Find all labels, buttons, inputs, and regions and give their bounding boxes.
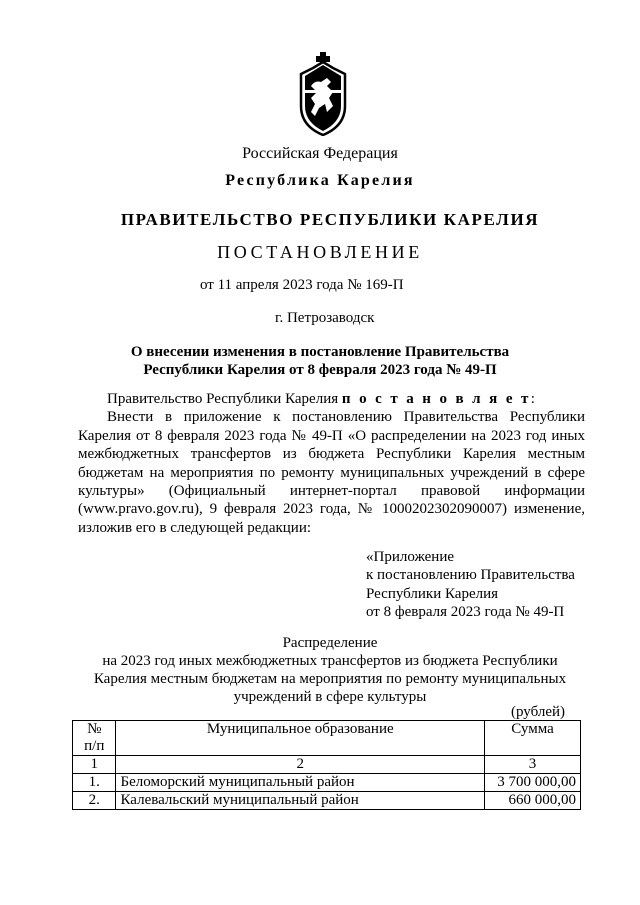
row-amount: 3 700 000,00: [485, 774, 581, 792]
distribution-line: Распределение: [282, 635, 378, 651]
body-line: изложив его в следующей редакции:: [78, 519, 312, 536]
decree-body: [78, 390, 585, 537]
appendix-line: от 8 февраля 2023 года № 49-П: [366, 604, 565, 621]
row-num: 1.: [73, 774, 116, 792]
subject-line: О внесении изменения в постановление Правительства: [130, 344, 510, 360]
header-num: [73, 721, 116, 756]
body-line: бюджетам на мероприятия по ремонту муниципальных учреждений в сфере: [78, 464, 585, 481]
index-cell: 3: [485, 756, 581, 774]
decree-subject: [60, 343, 580, 379]
appendix-line: Республики Карелия: [366, 585, 499, 602]
table-row: [73, 792, 581, 810]
header-amount: Сумма: [485, 721, 581, 756]
distribution-line: на 2023 год иных межбюджетных трансфертов из бюджета Республики: [102, 653, 558, 669]
row-municipality: Калевальский муниципальный район: [116, 792, 485, 810]
row-num: 2.: [73, 792, 116, 810]
city-name: г. Петрозаводск: [275, 310, 375, 326]
country-name: Российская Федерация: [242, 145, 398, 162]
subject-line: Республики Карелия от 8 февраля 2023 года № 49-П: [143, 362, 497, 378]
distribution-table: [72, 720, 581, 810]
table-index-row: [73, 756, 581, 774]
header-municipality: Муниципальное образование: [116, 721, 485, 756]
government-title: ПРАВИТЕЛЬСТВО РЕСПУБЛИКИ КАРЕЛИЯ: [120, 210, 540, 229]
row-amount: 660 000,00: [485, 792, 581, 810]
body-line: Внести в приложение к постановлению Правительства Республики: [107, 409, 585, 426]
decree-date-number: от 11 апреля 2023 года № 169-П: [200, 277, 404, 293]
header-num-line2: п/п: [84, 738, 105, 754]
body-line: (www.pravo.gov.ru), 9 февраля 2023 года, № 1000202302090007) изменение,: [78, 501, 585, 518]
row-municipality: Беломорский муниципальный район: [116, 774, 485, 792]
coat-of-arms-emblem: [297, 52, 349, 136]
preamble: [78, 390, 585, 408]
index-cell: 2: [116, 756, 485, 774]
index-cell: 1: [73, 756, 116, 774]
appendix-line: к постановлению Правительства: [366, 567, 575, 584]
preamble-text: Правительство Республики Карелия: [107, 391, 342, 407]
distribution-line: Карелия местным бюджетам на мероприятия по ремонту муниципальных: [93, 671, 567, 687]
body-line: культуры» (Официальный интернет-портал правовой информации: [78, 483, 585, 500]
document-type: ПОСТАНОВЛЕНИЕ: [217, 242, 423, 262]
preamble-colon: :: [530, 391, 535, 407]
body-line: межбюджетных трансфертов из бюджета Республики Карелия местным: [78, 446, 585, 463]
header-num-line1: №: [87, 721, 102, 737]
table-row: [73, 774, 581, 792]
appendix-reference: [366, 548, 575, 622]
table-header-row: [73, 721, 581, 756]
body-line: Карелия от 8 февраля 2023 года № 49-П «О распределении на 2023 год иных: [78, 427, 585, 444]
distribution-line: учреждений в сфере культуры: [233, 689, 427, 705]
republic-name: Республика Карелия: [225, 172, 415, 189]
appendix-line: «Приложение: [366, 549, 455, 565]
resolves-word: п о с т а н о в л я е т: [341, 391, 531, 407]
distribution-title: [80, 634, 580, 706]
units-label: (рублей): [511, 704, 566, 720]
